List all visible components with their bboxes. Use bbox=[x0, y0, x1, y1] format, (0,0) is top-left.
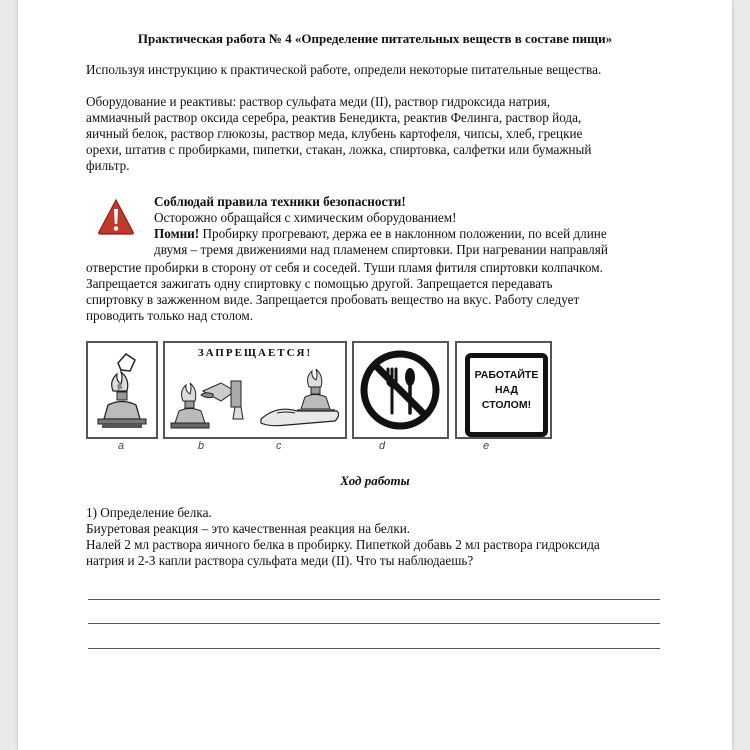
task-heading: 1) Определение белка. bbox=[86, 505, 212, 520]
sign-line: СТОЛОМ! bbox=[481, 399, 532, 411]
pictogram-e bbox=[455, 341, 552, 439]
pictogram-d bbox=[352, 341, 449, 439]
pictogram-forbidden bbox=[163, 341, 347, 439]
section-title: Ход работы bbox=[340, 473, 410, 488]
sign-line: РАБОТАЙТЕ bbox=[474, 369, 539, 381]
task-line: натрия и 2-3 капли раствора сульфата меди (II). Что ты наблюдаешь? bbox=[86, 553, 474, 568]
safety-heading: Соблюдай правила техники безопасности! bbox=[154, 194, 406, 209]
pictogram-a bbox=[86, 341, 158, 439]
safety-line: двумя – тремя движениями над пламенем спиртовки. При нагревании направляй bbox=[154, 242, 608, 257]
passing-lamp-icon bbox=[257, 361, 343, 435]
equipment-line: аммиачный раствор оксида серебра, реактив Бенедикта, реактив Фелинга, раствор йода, bbox=[86, 110, 582, 125]
equipment-line: яичный белок, раствор глюкозы, раствор меда, клубень картофеля, чипсы, хлеб, грецкие bbox=[86, 126, 583, 141]
warning-triangle-icon bbox=[96, 197, 136, 237]
safety-line: Запрещается зажигать одну спиртовку с помощью другой. Запрещается передавать bbox=[86, 276, 553, 291]
no-eating-icon bbox=[354, 343, 447, 437]
answer-line bbox=[88, 648, 660, 649]
equipment-line: орехи, штатив с пробирками, пипетки, стакан, ложка, спиртовка, салфетки или бумажный bbox=[86, 142, 592, 157]
task-line: Налей 2 мл раствора яичного белка в пробирку. Пипеткой добавь 2 мл раствора гидроксида bbox=[86, 537, 600, 552]
page-title: Практическая работа № 4 «Определение питательных веществ в составе пищи» bbox=[137, 31, 613, 46]
safety-line: Пробирку прогревают, держа ее в наклонном положении, по всей длине bbox=[199, 226, 607, 241]
answer-line bbox=[88, 623, 660, 624]
task-block bbox=[86, 505, 686, 569]
caption-e: e bbox=[483, 440, 490, 452]
work-over-table-sign bbox=[465, 353, 548, 437]
caption-c: c bbox=[276, 440, 282, 452]
safety-continuation bbox=[86, 260, 686, 324]
task-line: Биуретовая реакция – это качественная реакция на белки. bbox=[86, 521, 411, 536]
equipment-line: Оборудование и реактивы: раствор сульфата меди (II), раствор гидроксида натрия, bbox=[86, 94, 551, 109]
equipment-paragraph bbox=[86, 94, 666, 174]
equipment-line: фильтр. bbox=[86, 158, 130, 173]
document-page bbox=[18, 0, 732, 750]
sign-line: НАД bbox=[494, 384, 519, 396]
lamp-from-lamp-icon bbox=[169, 361, 251, 435]
caption-d: d bbox=[379, 440, 386, 452]
forbidden-label: ЗАПРЕЩАЕТСЯ! bbox=[197, 347, 313, 359]
remember-label: Помни! bbox=[154, 226, 200, 241]
answer-line bbox=[88, 599, 660, 600]
intro-text: Используя инструкцию к практической работе, определи некоторые питательные вещества. bbox=[86, 62, 602, 77]
caption-b: b bbox=[198, 440, 205, 452]
safety-line: Осторожно обращайся с химическим оборудованием! bbox=[154, 210, 457, 225]
spirit-lamp-capped-icon bbox=[88, 343, 156, 437]
caption-a: a bbox=[118, 440, 125, 452]
safety-line: спиртовку в зажженном виде. Запрещается пробовать вещество на вкус. Работу следует bbox=[86, 292, 580, 307]
safety-line: проводить только над столом. bbox=[86, 308, 254, 323]
safety-block bbox=[154, 194, 674, 258]
safety-line: отверстие пробирки в сторону от себя и соседей. Туши пламя фитиля спиртовки колпачком. bbox=[86, 260, 603, 275]
